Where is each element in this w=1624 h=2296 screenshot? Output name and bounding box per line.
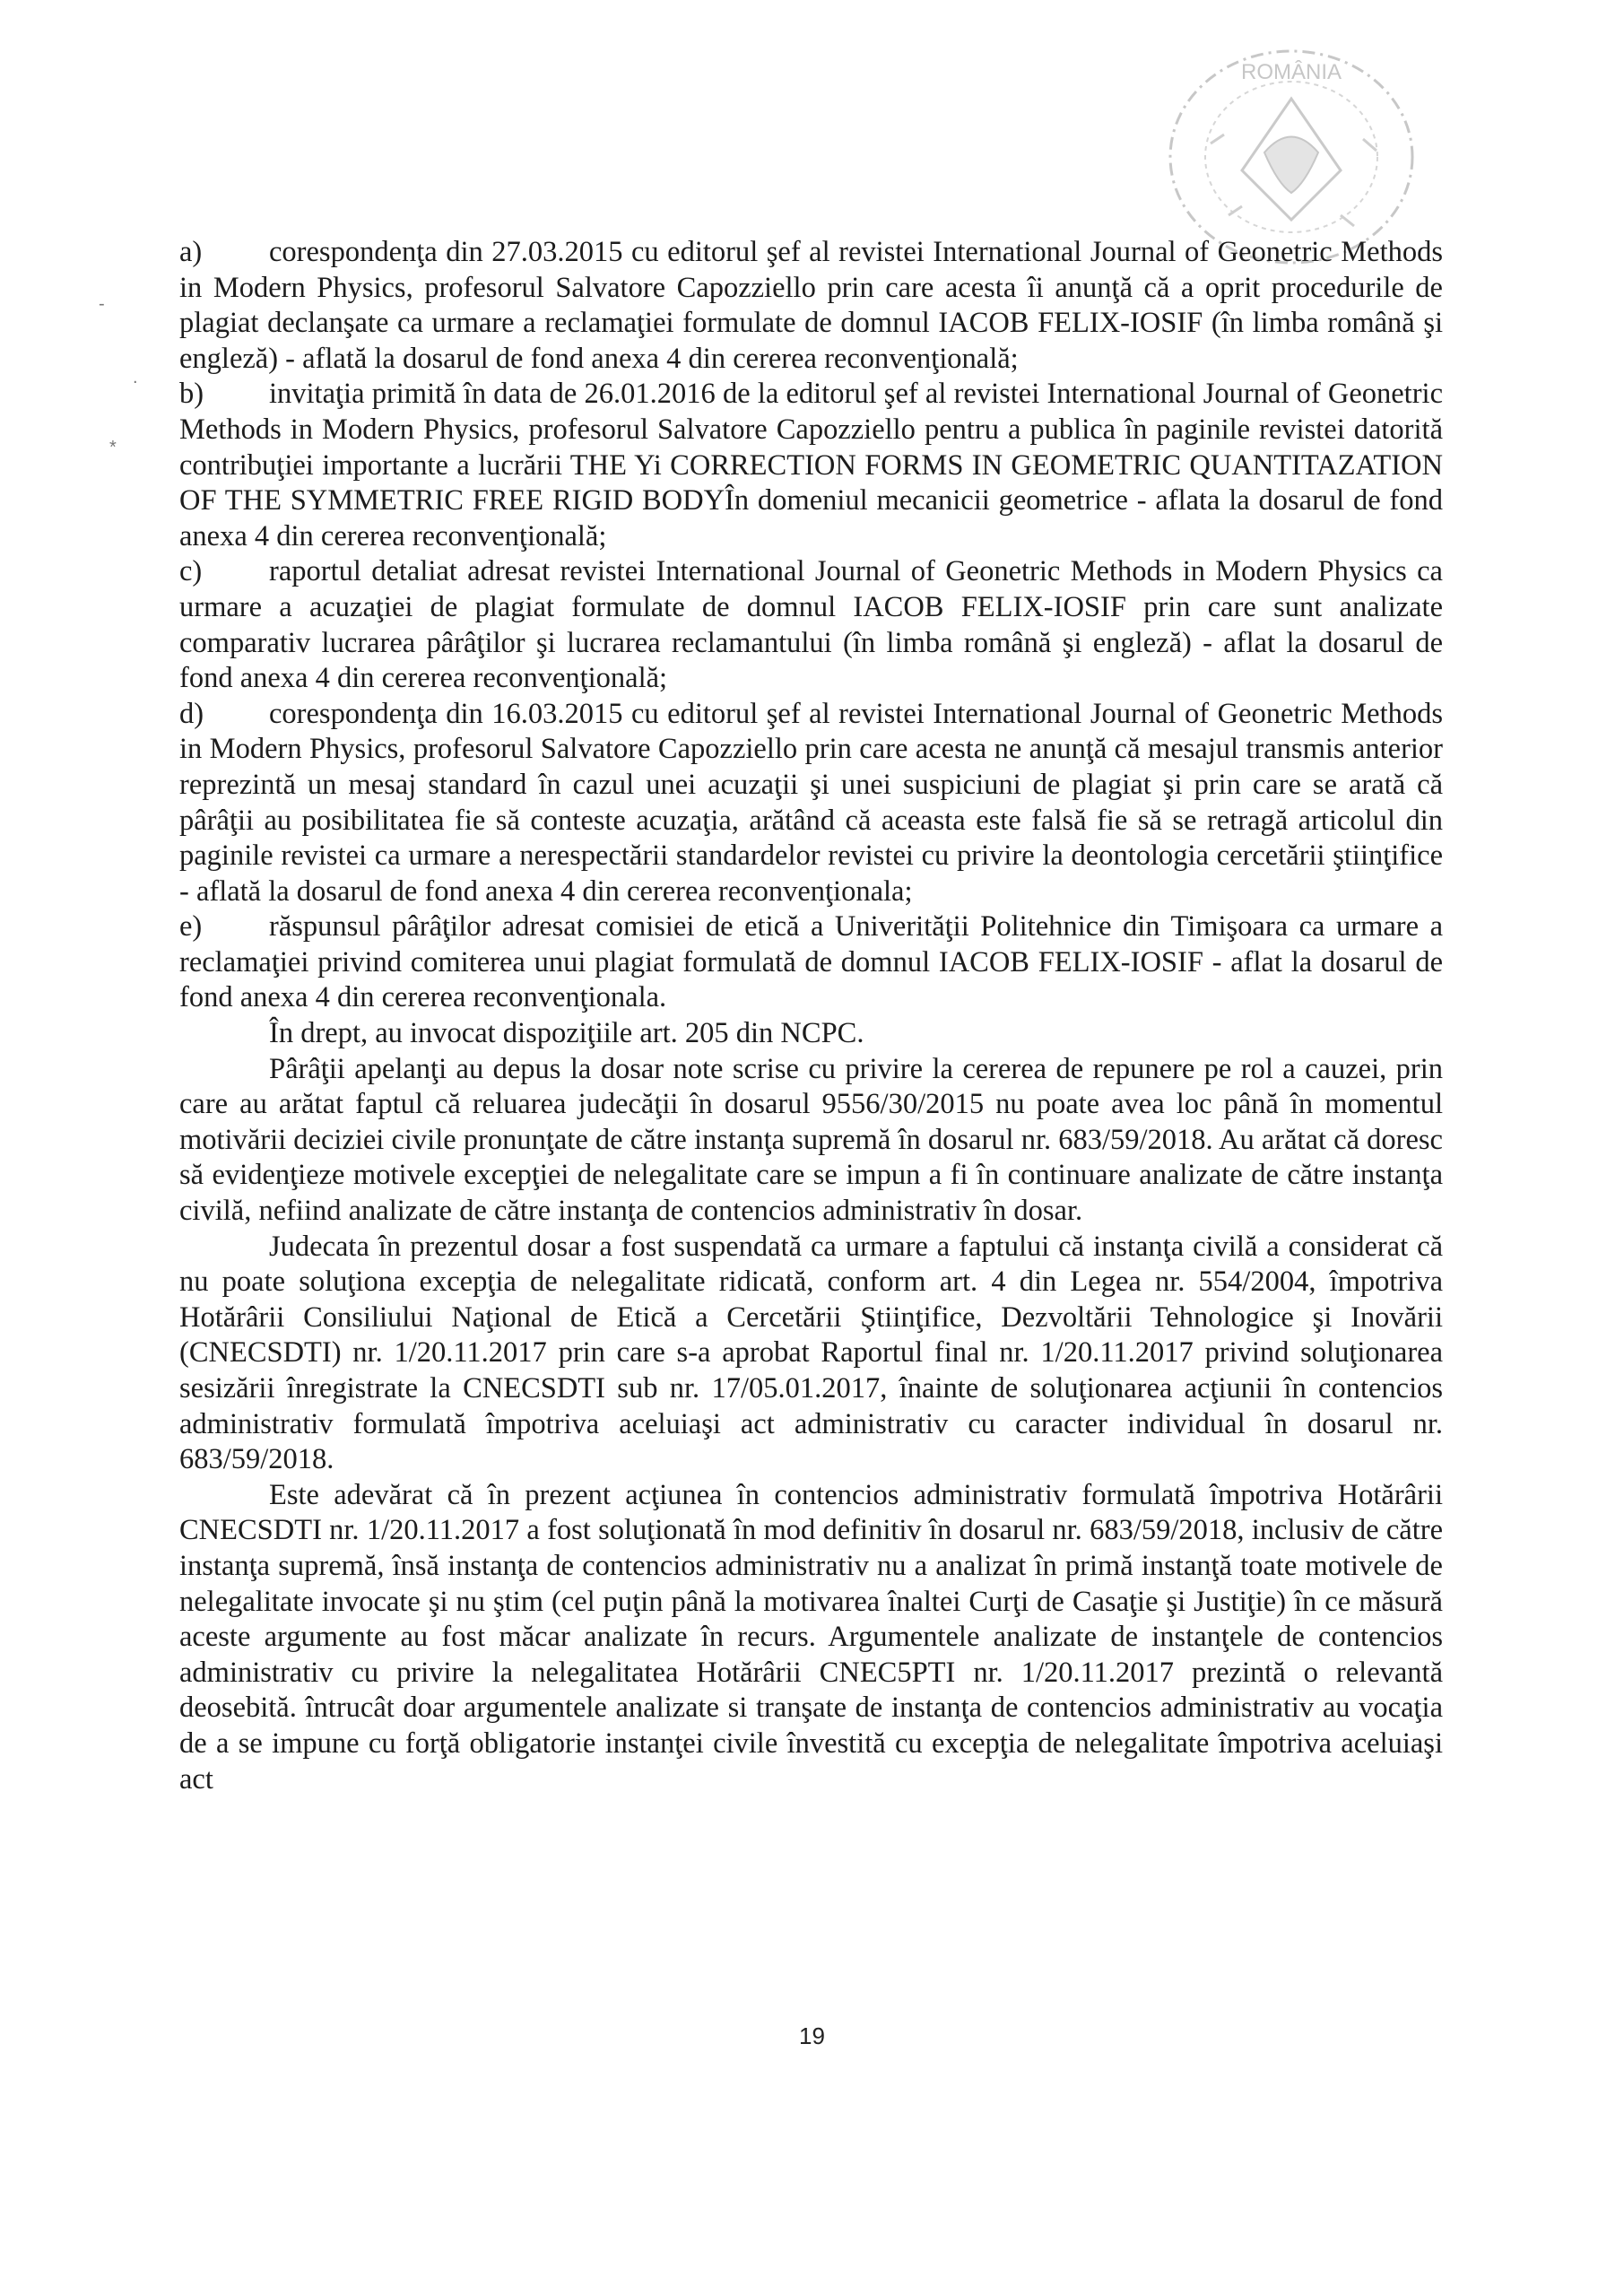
list-item-letter: e) bbox=[179, 910, 203, 944]
list-item bbox=[179, 554, 1443, 696]
body-paragraph: Pârâţii apelanţi au depus la dosar note scrise cu privire la cererea de repunere pe rol a cauzei, prin care au arătat faptul că reluarea judecăţii în dosarul 9556/30/2015 nu poate avea loc până în momentul motivării deciziei civile pronunţate de către instanţa supremă în dosarul nr. 683/59/2018. Au arătat că doresc să evidenţieze motivele excepţiei de nelegalitate care se impun a fi în continuare analizate de către instanţa civilă, nefiind analizate de către instanţa de contencios administrativ în dosar. bbox=[179, 1052, 1443, 1228]
stamp-label: ROMÂNIA bbox=[1240, 60, 1342, 84]
body-paragraph: Judecata în prezentul dosar a fost suspendată ca urmare a faptului că instanţa civilă a considerat că nu poate soluţiona excepţia de nelegalitate ridicată, conform art. 4 din Legea nr. 554/2004, împotriva Hotărârii Consiliului Naţional de Etică a Cercetării Ştiinţifice, Dezvoltării Tehnologice şi Inovării (CNECSDTI) nr. 1/20.11.2017 prin care s-a aprobat Raportul final nr. 1/20.11.2017 privind soluţionarea sesizării înregistrate la CNECSDTI sub nr. 17/05.01.2017, înainte de soluţionarea acţiunii în contencios administrativ formulată împotriva aceluiaşi act administrativ cu caracter individual în dosarul nr. 683/59/2018. bbox=[179, 1230, 1443, 1476]
list-item-text: invitaţia primită în data de 26.01.2016 de la editorul şef al revistei International Journal of Geonetric Methods in Modern Physics, profesorul Salvatore Capozziello pentru a publica în paginile revistei datorită contribuţiei importante a lucrării THE Yi CORRECTION FORMS IN GEOMETRIC QUANTITAZATION OF THE SYMMETRIC FREE RIGID BODYÎn domeniul mecanicii geometrice - aflata la dosarul de fond anexa 4 din cererea reconvenţională; bbox=[179, 378, 1443, 552]
page-number: 19 bbox=[799, 2022, 825, 2049]
list-item-text: raportul detaliat adresat revistei International Journal of Geonetric Methods in Modern Physics ca urmare a acuzaţiei de plagiat formulate de domnul IACOB FELIX-IOSIF prin care sunt analizate comparativ lucrarea pârâţilor şi lucrarea reclamantului (în limba română şi engleză) - aflat la dosarul de fond anexa 4 din cererea reconvenţională; bbox=[179, 555, 1443, 695]
list-item-text: corespondenţa din 16.03.2015 cu editorul şef al revistei International Journal of Geonetric Methods in Modern Physics, profesorul Salvatore Capozziello prin care acesta ne anunţă că mesajul transmis anterior reprezintă un mesaj standard în cazul unei acuzaţii şi unei suspiciuni de plagiat şi prin care se arată că pârâţii au posibilitatea fie să conteste acuzaţia, arătând că aceasta este falsă fie să se retragă articolul din paginile revistei ca urmare a nerespectării standardelor revistei cu privire la deontologia cercetării ştiinţifice - aflată la dosarul de fond anexa 4 din cererea reconvenţionala; bbox=[179, 697, 1443, 908]
list-item-text: corespondenţa din 27.03.2015 cu editorul şef al revistei International Journal of Geonetric Methods in Modern Physics, profesorul Salvatore Capozziello prin care acesta îi anunţă că a oprit procedurile de plagiat declanşate ca urmare a reclamaţiei formulate de domnul IACOB FELIX-IOSIF (în limba română şi engleză) - aflată la dosarul de fond anexa 4 din cererea reconvenţională; bbox=[179, 236, 1443, 375]
list-item-letter: a) bbox=[179, 236, 203, 268]
list-item-text: răspunsul pârâţilor adresat comisiei de etică a Univerităţii Politehnice din Timişoara ca urmare a reclamaţiei privind comiterea unui plagiat formulată de domnul IACOB FELIX-IOSIF - aflat la dosarul de fond anexa 4 din cererea reconvenţionala. bbox=[179, 910, 1443, 1014]
list-item bbox=[179, 697, 1443, 910]
margin-tick-mark: . bbox=[133, 368, 138, 387]
margin-tick-mark: * bbox=[109, 438, 117, 457]
list-item-letter: b) bbox=[179, 378, 204, 411]
body-paragraph: În drept, au invocat dispoziţiile art. 205 din NCPC. bbox=[269, 1017, 864, 1050]
list-item bbox=[179, 909, 1443, 1016]
list-item-letter: d) bbox=[179, 697, 204, 730]
margin-tick-mark: - bbox=[99, 294, 105, 314]
document-body bbox=[179, 235, 1443, 1797]
body-paragraph: Este adevărat că în prezent acţiunea în contencios administrativ formulată împotriva Hotărârii CNECSDTI nr. 1/20.11.2017 a fost soluţionată în mod definitiv în dosarul nr. 683/59/2018, inclusiv de către instanţa supremă, însă instanţa de contencios administrativ nu a analizat în primă instanţă toate motivele de nelegalitate invocate şi nu ştim (cel puţin până la motivarea înaltei Curţi de Casaţie şi Justiţie) în ce măsură aceste argumente au fost măcar analizate în recurs. Argumentele analizate de instanţele de contencios administrativ cu privire la nelegalitatea Hotărârii CNEC5PTI nr. 1/20.11.2017 prezintă o relevantă deosebită. întrucât doar argumentele analizate si tranşate de instanţa de contencios administrativ au vocaţia de a se impune cu forţă obligatorie instanţei civile învestită cu excepţia de nelegalitate împotriva aceluiaşi act bbox=[179, 1478, 1443, 1796]
list-item bbox=[179, 235, 1443, 377]
list-item-letter: c) bbox=[179, 555, 203, 588]
list-item bbox=[179, 377, 1443, 554]
